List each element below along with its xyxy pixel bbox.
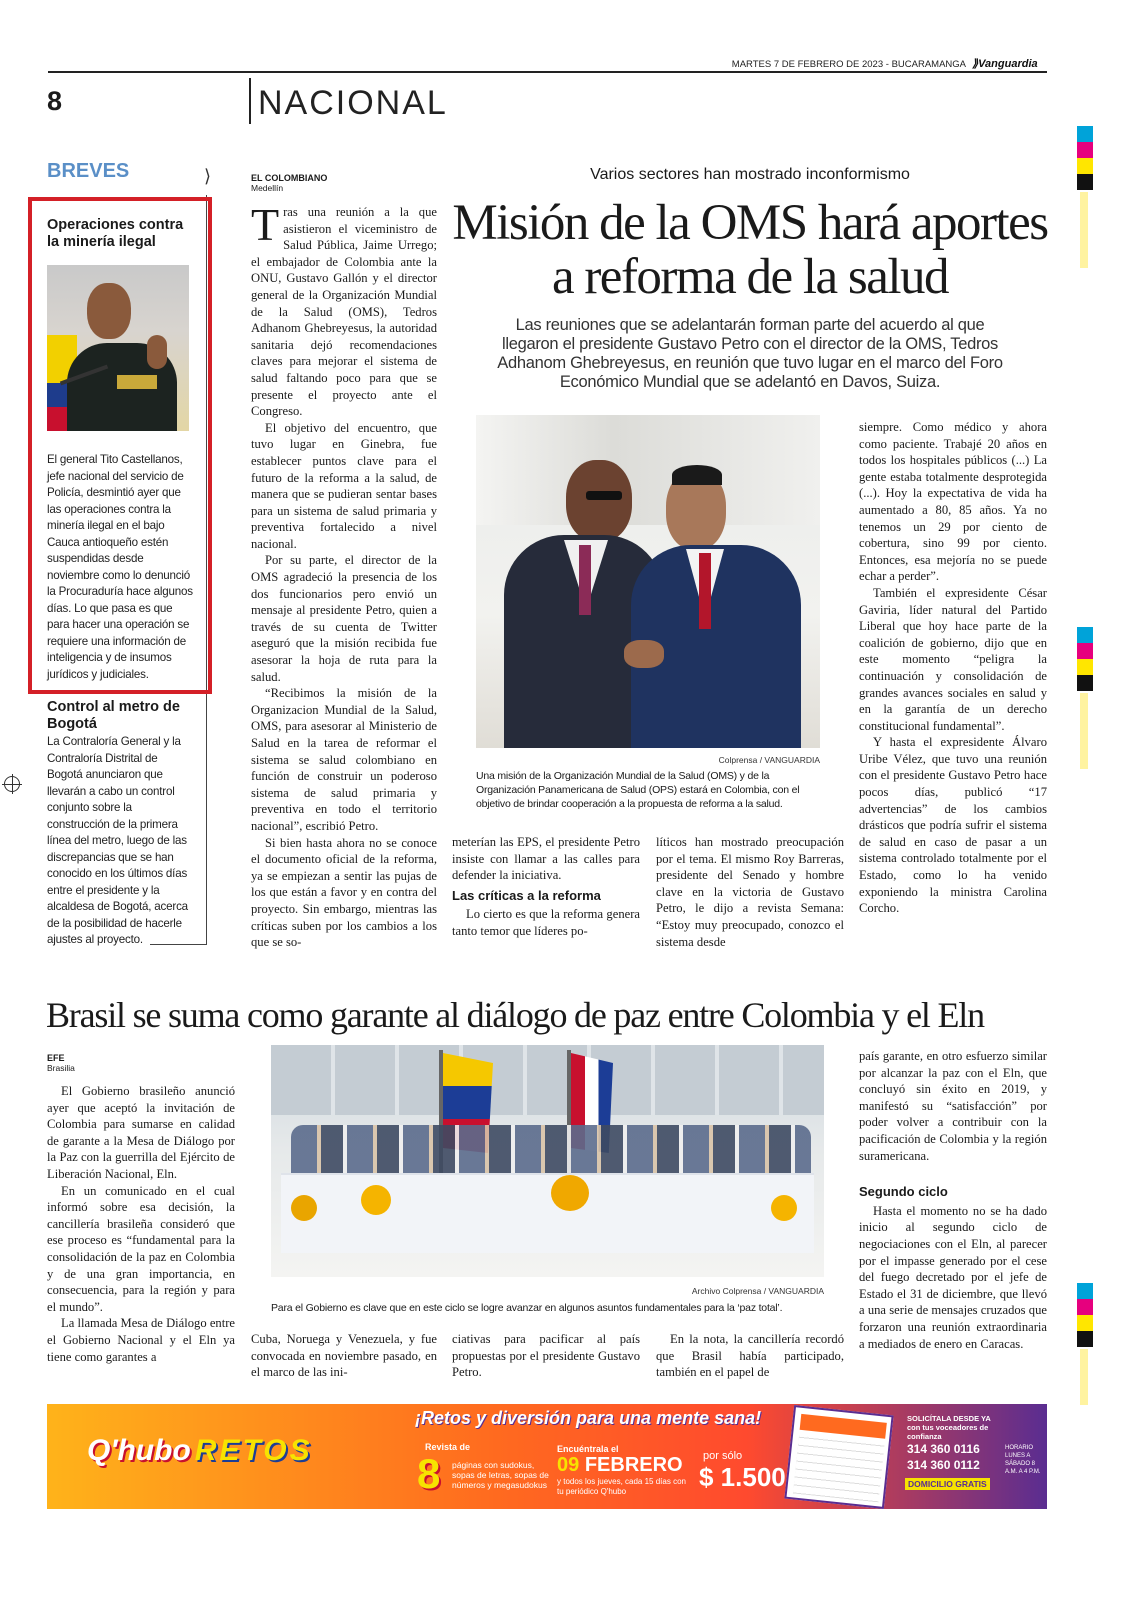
main-photo-credit: Colprensa / VANGUARDIA	[718, 755, 820, 765]
page-number: 8	[47, 86, 63, 116]
second-col1: El Gobierno brasileño anunció ayer que aceptó la invitación de Colombia para sumarse en calidad de garante a la Mesa de Diálogo por la Paz con la guerrilla del Ejército de Liberación Nacional, Eln. En un comunicado en el cual informó sobre esa decisión, la cancillería brasileña consideró que ese proceso es “fundamental para la consolidación de la paz en Colombia y de una gran importancia, en consecuencia, para la región y para el mundo”. La llamada Mesa de Diálogo entre el Gobierno Nacional y el Eln ya tiene como garantes a	[47, 1084, 235, 1364]
ad-price-label: por sólo	[703, 1450, 743, 1462]
breves-label: BREVES	[47, 160, 130, 182]
brand-mark-icon: ⟫	[972, 58, 979, 70]
ad-revista-number: 8	[417, 1450, 441, 1497]
main-col3: líticos han mostrado preocupación por el tema. El mismo Roy Barreras, presidente del Senado y hombre clave en la victoria de Gustavo Petro, le dijo a revista Semana: “Estoy muy preocupado, conozco el sistema desde	[656, 835, 844, 949]
second-photo-credit: Archivo Colprensa / VANGUARDIA	[691, 1286, 824, 1296]
second-col5: país garante, en otro esfuerzo similar por alcanzar la paz con el Eln, que concluyó sin éxito en 2019, y manifestó su “satisfacción” por poder volver a contribuir con la pacificación de Colombia y la región suramericana. Segundo ciclo Hasta el momento no se ha dado inicio al segundo ciclo de negociaciones con el Eln, al parecer por el impasse generado por el cese del fuego decretado por el jefe de Estado el 31 de diciembre, que llevó a una serie de mensajes cruzados que forzaron una reunión extraordinaria a mediados de enero en Caracas.	[859, 1049, 1047, 1351]
main-deck: Las reuniones que se adelantarán forman parte del acuerdo al que llegaron el presidente Gustavo Petro con el director de la OMS, Tedros Adhanom Ghebreyesus, en reunión que tuvo lugar en el marco del Foro Económico Mundial que se adelantó en Davos, Suiza.	[497, 316, 1003, 391]
breve-title-mineria: Operaciones contra la minería ilegal	[47, 217, 184, 250]
breve-text-metro: La Contraloría General y la Contraloría Distrital de Bogotá anunciaron que llevarán a cabo un control conjunto sobre la construcción de la primera línea del metro, luego de las discrepancias que se han conocido en los últimos días entre el presidente y la alcaldesa de Bogotá, acerca de la posibilidad de hacerle ajustes al proyecto.	[47, 735, 188, 946]
second-col2: Cuba, Noruega y Venezuela, y fue convocada en noviembre pasado, en el marco de las ini-	[251, 1332, 437, 1380]
section-divider	[249, 78, 251, 124]
second-headline: Brasil se suma como garante al diálogo de paz entre Colombia y el Eln	[46, 995, 984, 1035]
second-city: Brasilia	[47, 1063, 75, 1073]
ad-revista-label: Revista de	[425, 1442, 471, 1452]
ad-phone-2[interactable]: 314 360 0112	[907, 1458, 980, 1472]
color-registration-bar-bottom	[1080, 1349, 1088, 1405]
second-photo-caption: Para el Gobierno es clave que en este ciclo se logre avanzar en algunos asuntos fundamentales para la ‘paz total’.	[271, 1302, 783, 1314]
dropcap: T	[251, 199, 280, 250]
ad-hours: HORARIO LUNES A SÁBADO 8 A.M. A 4 P.M.	[1005, 1445, 1041, 1475]
color-registration-strip-mid	[1077, 627, 1093, 691]
ad-find-label: Encuéntrala el	[557, 1444, 619, 1454]
main-photo-caption: Una misión de la Organización Mundial de la Salud (OMS) y de la Organización Panamericana de Salud (OPS) estará en Colombia, con el objetivo de brindar cooperación a la propuesta de reforma a la salud.	[476, 770, 800, 810]
subhead-criticas: Las críticas a la reforma	[452, 887, 601, 903]
breve-text-mineria: El general Tito Castellanos, jefe nacional del servicio de Policía, desmintió ayer que las operaciones contra la minería ilegal en el bajo Cauca antioqueño estén suspendidas desde noviembre como lo denunció la Procuraduría hace algunos días. Lo que pasa es que para hacer una operación se requiere una información de inteligencia y de insumos jurídicos y judiciales.	[47, 453, 193, 681]
header-top-rule	[48, 71, 1047, 73]
photo-general-castellanos	[47, 265, 189, 431]
ad-tagline: ¡Retos y diversión para una mente sana!	[415, 1408, 762, 1428]
second-col3: ciativas para pacificar al país propuestas por el presidente Gustavo Petro.	[452, 1332, 640, 1380]
breves-bracket-icon: ⟩	[204, 166, 212, 186]
main-col1: Tras una reunión a la que asistieron el viceministro de Salud Pública, Jaime Urrego; el embajador de Colombia ante la ONU, Gustavo Gallón y el director general de la Organización Mundial de la Salud (OMS), Tedros Adhanom Ghebreyesus, la autoridad sanitaria dejó recomendaciones claves para mejorar el sistema de salud faltando poco para que se presente el proyecto ante el Congreso. El objetivo del encuentro, que tuvo lugar en Ginebra, fue establecer puntos clave para el futuro de la reforma a la salud, de manera que se pudieran sentar bases para un sistema de salud primaria y preventiva fortalecido a nivel nacional. Por su parte, el director de la OMS agradeció la presencia de los dos funcionarios pero envió un mensaje al presidente Petro, quien a través de su cuenta de Twitter aseguró que la misión recibida fue asesorar la hoja de ruta para la salud. “Recibimos la misión de la Organizacion Mundial de la Salud, OMS, para asesorar al Ministerio de Salud en la tarea de reformar el sistema se salud colombiano en función de construir un poderoso sistema de salud primaria y preventiva en todo el territorio nacional”, escribió Petro. Si bien hasta ahora no se conoce el documento oficial de la reforma, ya se empiezan a sentir las pujas de los que están a favor y en contra del proyecto. Sin embargo, mientras las críticas suben por los cambios a los que se so-	[251, 199, 437, 950]
photo-mesa-dialogo	[271, 1045, 824, 1277]
second-col4: En la nota, la cancillería recordó que Brasil había participado, también en el papel de	[656, 1332, 844, 1380]
main-source: EL COLOMBIANO	[251, 173, 328, 183]
second-source: EFE	[47, 1053, 65, 1063]
crosshair-icon	[4, 776, 20, 792]
header-date-line: MARTES 7 DE FEBRERO DE 2023 - BUCARAMANGA	[731, 59, 966, 70]
ad-revista-text: páginas con sudokus, sopas de letras, sopas de números y megasudokus	[452, 1460, 549, 1490]
color-registration-bar-top	[1080, 192, 1088, 268]
photo-tedros-petro	[476, 415, 820, 748]
ad-magazine-cover	[784, 1405, 893, 1509]
main-col2: meterían las EPS, el presidente Petro insiste con llamar a las calles para defender la iniciativa. Las críticas a la reforma Lo cierto es que la reforma genera tanto temor que líderes po-	[452, 835, 640, 938]
main-headline: Misión de la OMS hará aportes a reforma de la salud	[452, 195, 1048, 305]
section-title: NACIONAL	[258, 84, 448, 122]
color-registration-strip-top	[1077, 126, 1093, 190]
ad-order-label: SOLICÍTALA DESDE YA con tus voceadores de confianza	[907, 1414, 991, 1441]
subhead-segundo-ciclo: Segundo ciclo	[859, 1184, 948, 1200]
ad-logo: Q'hubo RETOS	[87, 1434, 313, 1467]
breve-title-metro: Control al metro de Bogotá	[47, 699, 180, 732]
ad-price: $ 1.500	[699, 1462, 786, 1492]
main-kicker: Varios sectores han mostrado inconformismo	[590, 166, 910, 183]
ad-phone-1[interactable]: 314 360 0116	[907, 1442, 980, 1456]
ad-date: 09 FEBRERO	[557, 1454, 683, 1476]
main-city: Medellín	[251, 183, 284, 193]
ad-banner[interactable]	[47, 1404, 1047, 1509]
ad-date-text: y todos los jueves, cada 15 días con tu periódico Q'hubo	[557, 1477, 686, 1496]
color-registration-strip-bottom	[1077, 1283, 1093, 1347]
header-brand: ⟫Vanguardia	[972, 58, 1038, 70]
main-col4: siempre. Como médico y ahora como paciente. Trabajé 20 años en todos los hospitales públicos (...) La gente estaba totalmente desprotegida (...). Hoy la expectativa de vida ha aumentado a 80, 85 años. Ya no tenemos un 29 por ciento de cobertura, sino 99 por ciento. Entonces, esa mejoría no se puede echar a perder”. También el expresidente César Gaviria, líder natural del Partido Liberal que hoy hace parte de la coalición de gobierno, dijo que en este momento “peligra la continuación y consolidación de grandes avances sociales en salud y en la garantía de un derecho constitucional fundamental”. Y hasta el expresidente Álvaro Uribe Vélez, que tuvo una reunión con el presidente Gustavo Petro hace pocos días, publicó “17 advertencias” de los cambios drásticos que podría sufrir el sistema de salud en caso de pasar a un sistema controlado totalmente por el Estado, como lo ha venido exponiendo la ministra Carolina Corcho.	[859, 420, 1047, 916]
color-registration-bar-mid	[1080, 693, 1088, 769]
ad-delivery: DOMICILIO GRATIS	[905, 1478, 990, 1490]
